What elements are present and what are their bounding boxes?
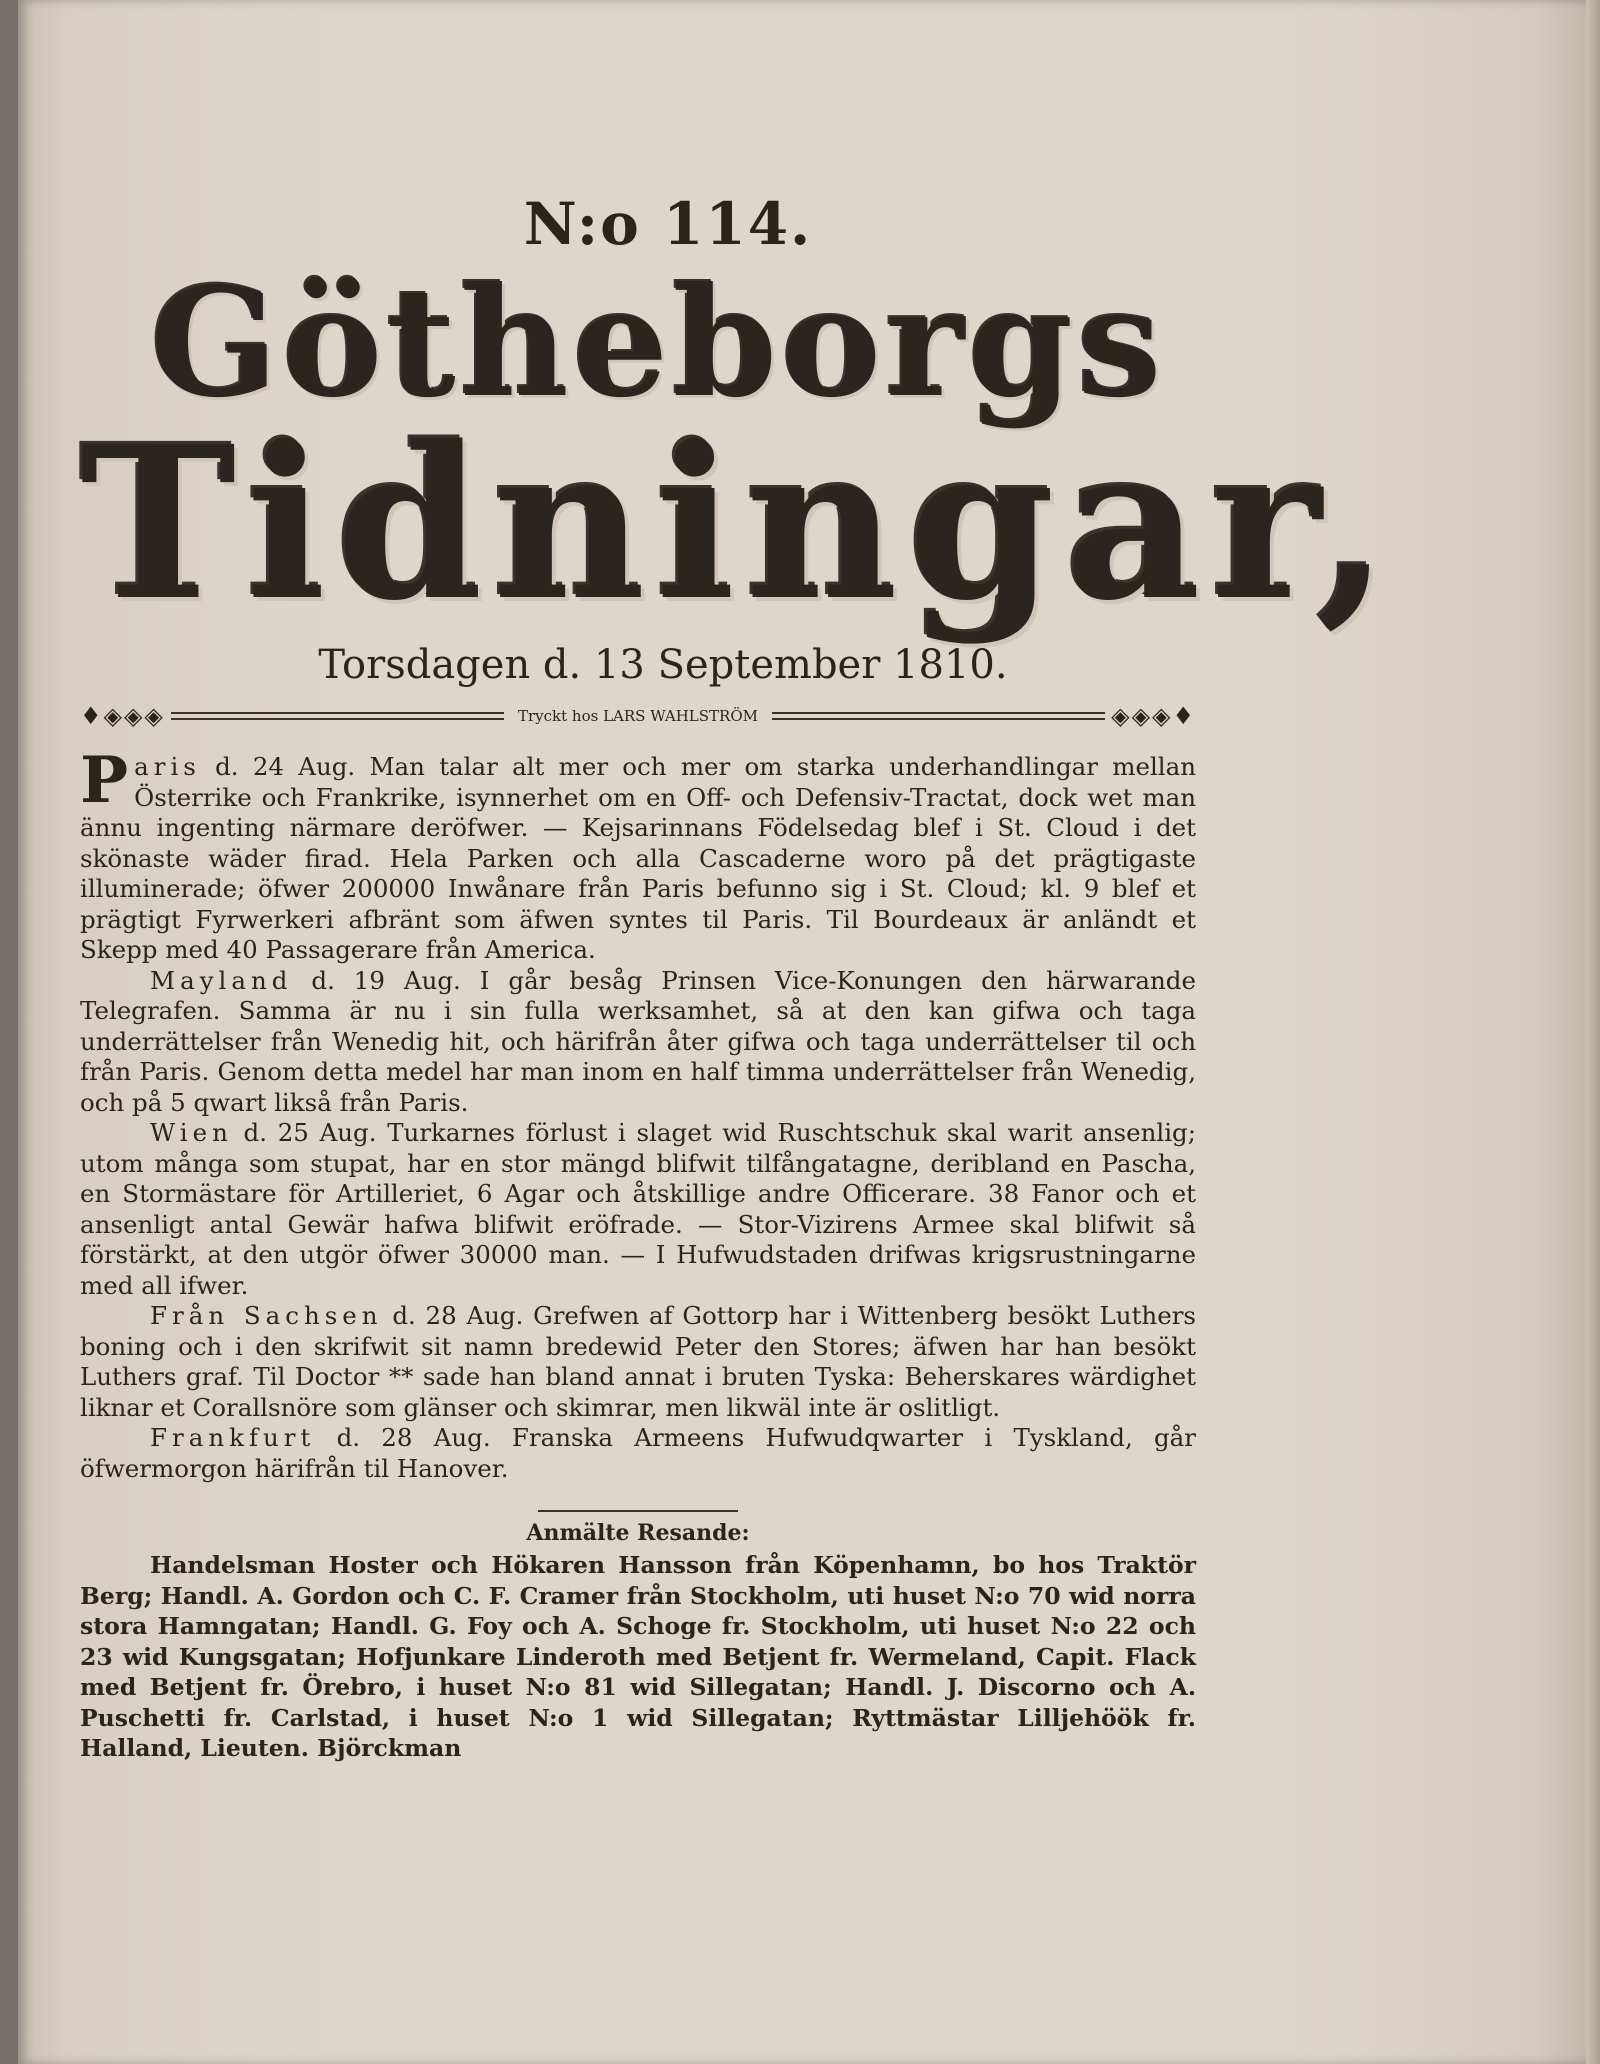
article-place: Wien <box>150 1118 233 1147</box>
divider-rule-left <box>171 712 504 720</box>
article-text: d. 28 Aug. Grefwen af Gottorp har i Wittenberg besökt Luthers boning och i den skrifwit sit namn bredewid Peter den Stores; äfwen har han besökt Luthers graf. Til Doctor ** sade han bland annat i bruten Tyska: Beherskares wärdighet liknar et Corallsnöre som glänser och skimrar, men likwäl inte är oslitligt. <box>80 1301 1196 1422</box>
article-place: Mayland <box>150 965 293 995</box>
arrivals-section <box>80 1550 1196 1764</box>
issue-date: Torsdagen d. 13 September 1810. <box>318 642 1008 688</box>
article-frankfurt <box>80 1423 1196 1484</box>
page-edge <box>1586 0 1600 2064</box>
arrivals-title: Anmälte Resande: <box>526 1520 750 1546</box>
article-mayland <box>80 966 1196 1119</box>
divider-rule-right <box>772 712 1105 720</box>
arrivals-text: Handelsman Hoster och Hökaren Hansson från Köpenhamn, bo hos Traktör Berg; Handl. A. Gordon och C. F. Cramer från Stockholm, uti huset N:o 70 wid norra stora Hamngatan; Handl. G. Foy och A. Schoge fr. Stockholm, uti huset N:o 22 och 23 wid Kungsgatan; Hofjunkare Linderoth med Betjent fr. Wermeland, Capit. Flack med Betjent fr. Örebro, i huset N:o 81 wid Sillegatan; Handl. J. Discorno och A. Puschetti fr. Carlstad, i huset N:o 1 wid Sillegatan; Ryttmästar Lilljehöök fr. Halland, Lieuten. Björckman <box>80 1551 1196 1762</box>
article-text: d. 19 Aug. I går besåg Prinsen Vice-Konungen den härwarande Telegrafen. Samma är nu i sin fulla werksamhet, så at den kan gifwa och taga underrättelser från Wenedig hit, och härifrån åter gifwa och taga underrättelser til och från Paris. Genom detta medel har man inom en half timma underrättelser från Wenedig, och på 5 qwart likså från Paris. <box>80 965 1196 1117</box>
newspaper-page <box>18 0 1600 2064</box>
masthead-title-line1: Götheborgs <box>150 255 1166 431</box>
article-text: d. 25 Aug. Turkarnes förlust i slaget wid Ruschtschuk skal warit ansenlig; utom många som stupat, har en stor mängd blifwit tilfångatagne, deribland en Pascha, en Stormästare för Artilleriet, 6 Agar och åtskillige andre Officerare. 38 Fanor och et ansenligt antal Gewär hafwa blifwit eröfrade. — Stor-Vizirens Armee skal blifwit så förstärkt, at den utgör öfwer 30000 man. — I Hufwudstaden drifwas krigsrustningarne med all ifwer. <box>80 1118 1196 1300</box>
article-wien <box>80 1118 1196 1301</box>
ornament-right-icon: ◈◈◈♦ <box>1111 702 1196 730</box>
issue-number: N:o 114. <box>523 190 813 258</box>
imprint-divider <box>80 702 1196 730</box>
ornament-left-icon: ♦◈◈◈ <box>80 702 165 730</box>
printer-imprint: Tryckt hos LARS WAHLSTRÖM <box>518 707 758 725</box>
article-place: Frankfurt <box>150 1423 316 1452</box>
masthead-title-line2: Tidningar, <box>80 400 1400 647</box>
article-text: d. 24 Aug. Man talar alt mer och mer om starka underhandlingar mellan Österrike och Frankrike, isynnerhet om en Off- och Defensiv-Tractat, dock wet man ännu ingenting närmare deröfwer. — Kejsarinnans Födelsedag blef i St. Cloud i det skönaste wäder firad. Hela Parken och alla Cascaderne woro på det prägtigaste illuminerade; öfwer 200000 Inwånare från Paris befunno sig i St. Cloud; kl. 9 blef et prägtigt Fyrwerkeri afbränt som äfwen syntes til Paris. Til Bourdeaux är anländt et Skepp med 40 Passagerare från America. <box>80 752 1196 964</box>
drop-cap: P <box>80 743 129 818</box>
article-text: d. 28 Aug. Franska Armeens Hufwudqwarter i Tyskland, går öfwermorgon härifrån til Hanover. <box>80 1423 1196 1483</box>
news-articles <box>80 743 1196 1484</box>
article-place: Från Sachsen <box>150 1301 383 1330</box>
newspaper-content <box>80 190 1400 1764</box>
section-separator <box>538 1510 738 1512</box>
article-place: aris <box>134 752 201 781</box>
article-paris <box>80 743 1196 966</box>
article-sachsen <box>80 1301 1196 1423</box>
